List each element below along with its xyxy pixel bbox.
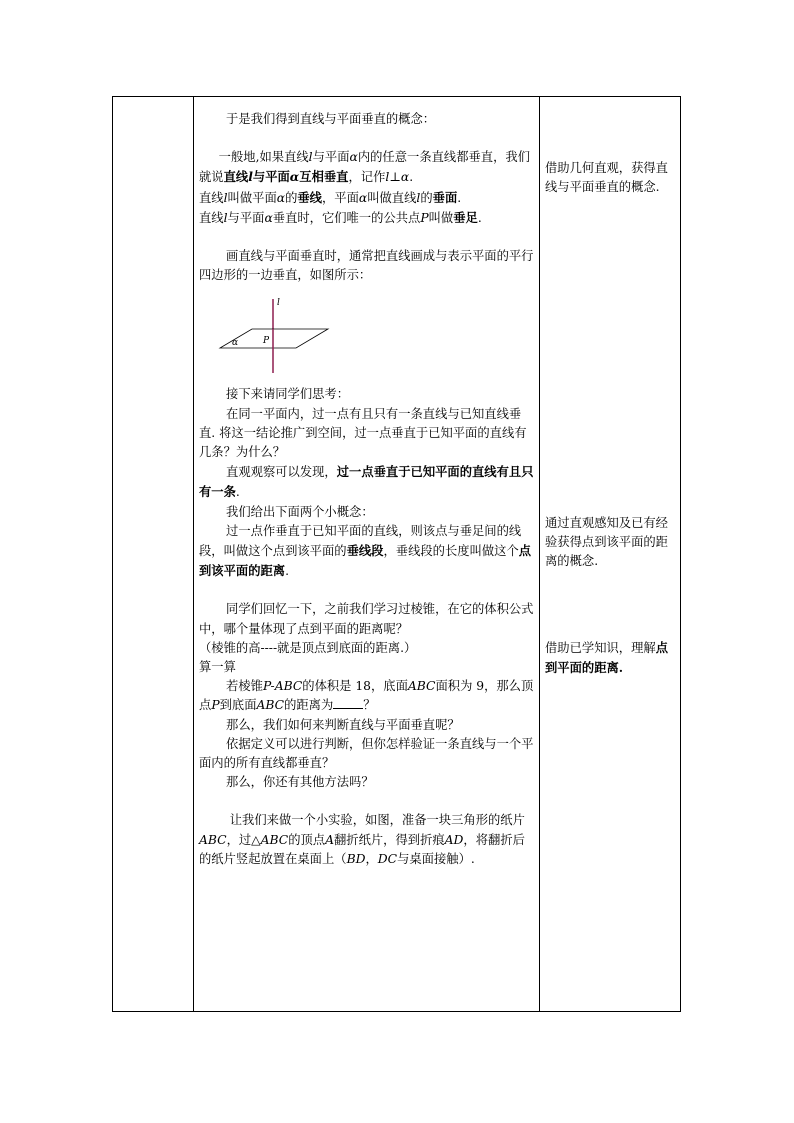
paragraph-other-methods: 那么，你还有其他方法吗？ — [226, 775, 374, 790]
column-divider-1 — [193, 97, 194, 1011]
point-label: P — [263, 336, 270, 347]
line-label: l — [277, 298, 280, 309]
paragraph-experiment: 让我们来做一个小实验，如图，准备一块三角形的纸片ABC，过△ABC的顶点A翻折纸片，得到折痕AD，将翻折后的纸片竖起放置在桌面上（BD，DC与桌面接触）. — [199, 813, 525, 866]
paragraph-question: 在同一平面内，过一点有且只有一条直线与已知直线垂直. 将这一结论推广到空间，过一点垂直于已知平面的直线有几条？为什么？ — [199, 406, 527, 460]
paragraph-think: 接下来请同学们思考： — [226, 387, 350, 402]
note-perpendicular-concept: 借助几何直观，获得直线与平面垂直的概念. — [545, 161, 668, 195]
paragraph-foot: 直线l与平面α垂直时，它们唯一的公共点P叫做垂足. — [199, 209, 482, 225]
paragraph-answer: （棱锥的高----就是顶点到底面的距离.） — [199, 640, 417, 655]
paragraph-definition: 一般地,如果直线l与平面α内的任意一条直线都垂直，我们就说直线l与平面α互相垂直，记作l⊥α. — [199, 150, 530, 185]
paragraph-intro: 于是我们得到直线与平面垂直的概念： — [226, 112, 436, 126]
paragraph-calc-heading: 算一算 — [199, 660, 236, 675]
answer-blank — [333, 696, 363, 709]
plane-label: α — [232, 338, 239, 349]
paragraph-drawing: 画直线与平面垂直时，通常把直线画成与表示平面的平行四边形的一边垂直，如图所示： — [199, 249, 534, 283]
paragraph-verify: 依据定义可以进行判断，但你怎样验证一条直线与一个平面内的所有直线都垂直？ — [199, 736, 534, 771]
paragraph-exercise: 若棱锥P-ABC的体积是 18，底面ABC面积为 9，那么顶点P到底面ABC的距离为 ？ — [199, 679, 534, 713]
paragraph-observation: 直观观察可以发现，过一点垂直于已知平面的直线有且只有一条. — [199, 464, 534, 500]
note-understand-distance: 借助已学知识，理解点到平面的距离. — [545, 640, 668, 676]
paragraph-perpendicular-names: 直线l叫做平面α的垂线，平面α叫做直线l的垂面. — [199, 189, 462, 205]
paragraph-recall: 同学们回忆一下，之前我们学习过棱锥，在它的体积公式中，哪个量体现了点到平面的距离呢？ — [199, 602, 534, 636]
note-distance-concept: 通过直观感知及已有经验获得点到该平面的距离的概念. — [545, 516, 668, 569]
perpendicular-figure — [199, 285, 535, 385]
main-content-cell — [199, 110, 535, 869]
paragraph-two-concepts: 我们给出下面两个小概念： — [226, 504, 374, 519]
column-divider-2 — [539, 97, 540, 1011]
paragraph-distance-definition: 过一点作垂直于已知平面的直线，则该点与垂足间的线段，叫做这个点到该平面的垂线段，垂线段的长度叫做这个点到该平面的距离. — [199, 523, 532, 579]
figure-svg — [199, 285, 535, 385]
paragraph-how-judge: 那么，我们如何来判断直线与平面垂直呢？ — [226, 717, 460, 732]
